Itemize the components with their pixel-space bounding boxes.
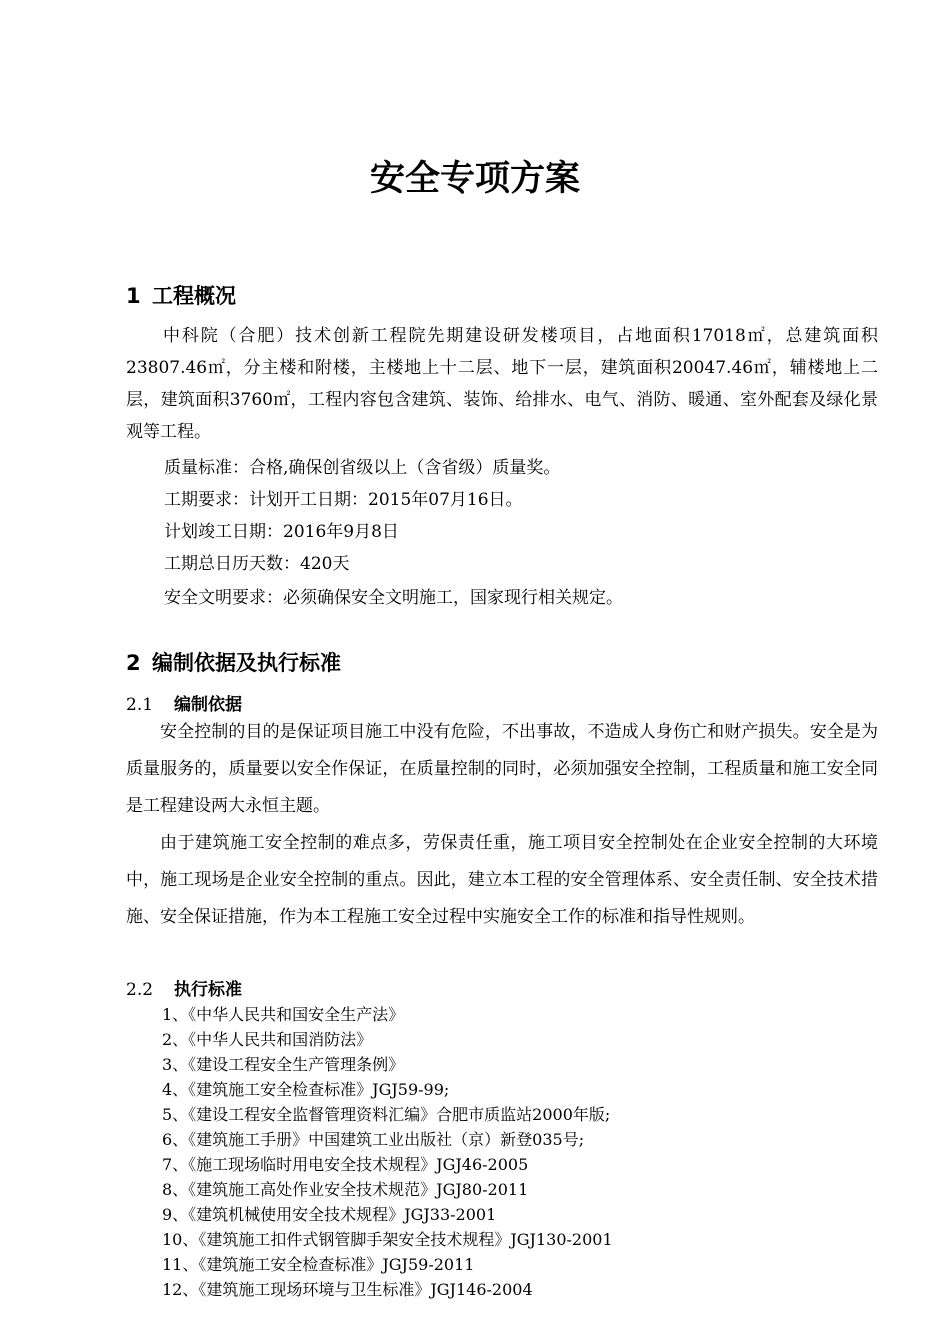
subsection-2-1-title: 编制依据 xyxy=(174,695,242,715)
quality-standard-line: 质量标准：合格,确保创省级以上（含省级）质量奖。 xyxy=(164,458,561,478)
safety-requirement-line: 安全文明要求：必须确保安全文明施工，国家现行相关规定。 xyxy=(164,588,623,608)
subsection-2-2-title: 执行标准 xyxy=(174,980,242,1000)
completion-date-line: 计划竣工日期：2016年9月8日 xyxy=(164,522,399,542)
project-overview-paragraph: 中科院（合肥）技术创新工程院先期建设研发楼项目，占地面积17018㎡，总建筑面积23807.46㎡，分主楼和附楼，主楼地上十二层、地下一层，建筑面积20047.46㎡，辅楼地上二层，建筑面积3760㎡，工程内容包含建筑、装饰、给排水、电气、消防、暖通、室外配套及绿化景观等工程。 xyxy=(126,326,878,442)
subsection-2-1-number: 2.1 xyxy=(126,695,154,715)
schedule-requirement-line: 工期要求：计划开工日期：2015年07月16日。 xyxy=(164,490,523,510)
list-item: 12、《建筑施工现场环境与卫生标准》JGJ146-2004 xyxy=(162,1280,533,1299)
section-1-number: 1 xyxy=(126,284,141,308)
section-1-heading xyxy=(126,281,236,311)
subsection-2-2-heading xyxy=(126,978,242,1002)
list-item: 2、《中华人民共和国消防法》 xyxy=(162,1030,373,1049)
section-2-number: 2 xyxy=(126,651,141,675)
list-item: 5、《建设工程安全监督管理资料汇编》合肥市质监站2000年版; xyxy=(162,1105,611,1124)
standards-list xyxy=(162,1002,613,1302)
list-item: 6、《建筑施工手册》中国建筑工业出版社（京）新登035号; xyxy=(162,1130,585,1149)
list-item: 8、《建筑施工高处作业安全技术规范》JGJ80-2011 xyxy=(162,1180,529,1199)
subsection-2-2-number: 2.2 xyxy=(126,980,154,1000)
document-title: 安全专项方案 xyxy=(369,159,580,199)
list-item: 7、《施工现场临时用电安全技术规程》JGJ46-2005 xyxy=(162,1155,529,1174)
list-item: 11、《建筑施工安全检查标准》JGJ59-2011 xyxy=(162,1255,475,1274)
basis-paragraph-2: 由于建筑施工安全控制的难点多，劳保责任重，施工项目安全控制处在企业安全控制的大环境中，施工现场是企业安全控制的重点。因此，建立本工程的安全管理体系、安全责任制、安全技术措施、安全保证措施，作为本工程施工安全过程中实施安全工作的标准和指导性规则。 xyxy=(126,833,878,927)
section-2-heading xyxy=(126,648,341,678)
section-2-title: 编制依据及执行标准 xyxy=(152,651,341,675)
section-1-title: 工程概况 xyxy=(152,284,236,308)
list-item: 3、《建设工程安全生产管理条例》 xyxy=(162,1055,405,1074)
total-days-line: 工期总日历天数：420天 xyxy=(164,554,350,574)
list-item: 10、《建筑施工扣件式钢管脚手架安全技术规程》JGJ130-2001 xyxy=(162,1230,613,1249)
list-item: 9、《建筑机械使用安全技术规程》JGJ33-2001 xyxy=(162,1205,497,1224)
basis-paragraph-1: 安全控制的目的是保证项目施工中没有危险，不出事故，不造成人身伤亡和财产损失。安全是为质量服务的，质量要以安全作保证，在质量控制的同时，必须加强安全控制，工程质量和施工安全同是工程建设两大永恒主题。 xyxy=(126,722,878,816)
list-item: 1、《中华人民共和国安全生产法》 xyxy=(162,1005,405,1024)
list-item: 4、《建筑施工安全检查标准》JGJ59-99; xyxy=(162,1080,450,1099)
